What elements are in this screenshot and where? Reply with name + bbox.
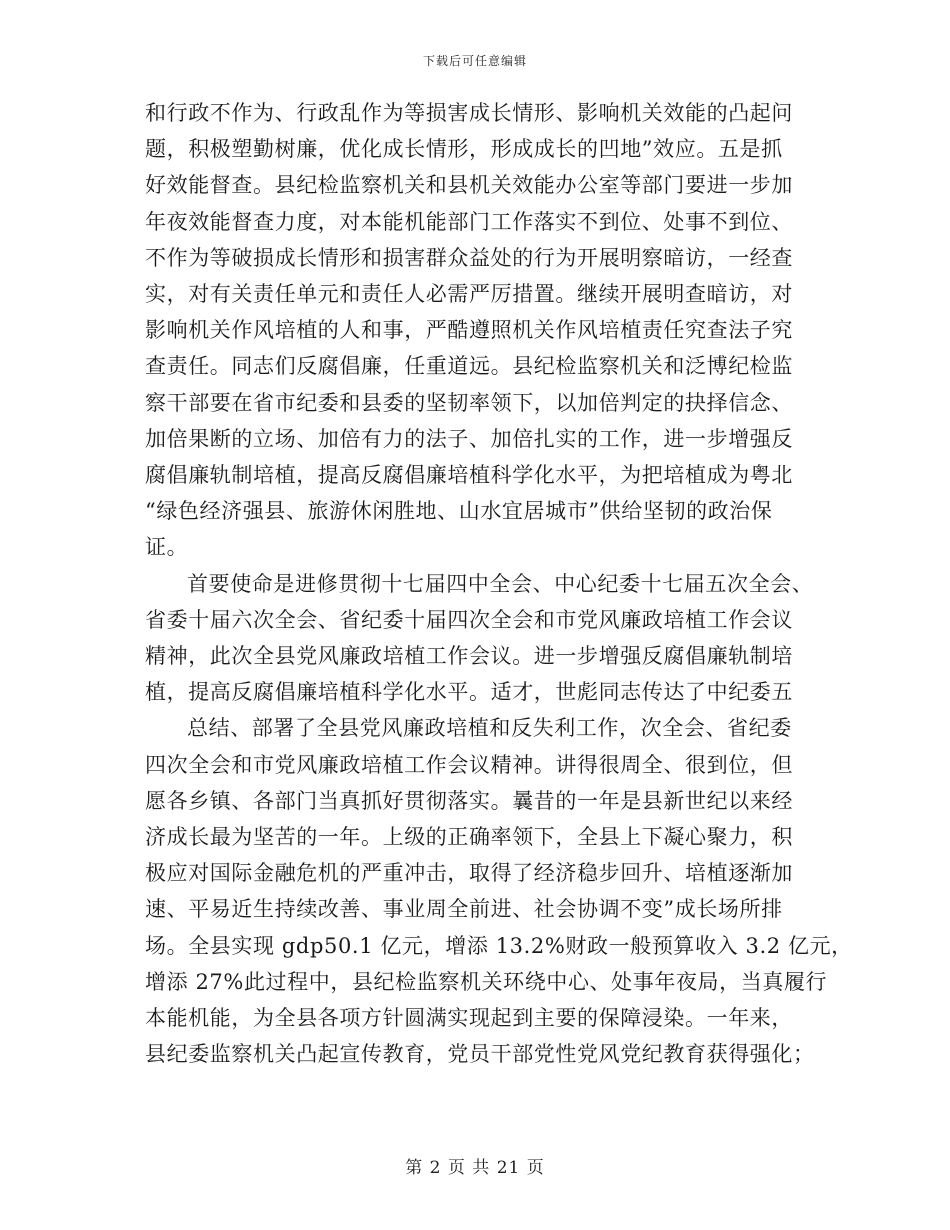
text-line: 加倍果断的立场、加倍有力的法子、加倍扎实的工作，进一步增强反 (145, 426, 793, 451)
text-line: 省委十届六次全会、省纪委十届四次全会和市党风廉政培植工作会议 (145, 607, 793, 632)
text-line: 县纪委监察机关凸起宣传教育，党员干部党性党风党纪教育获得强化； (145, 1042, 815, 1067)
text-line: 影响机关作风培植的人和事，严酷遵照机关作风培植责任究查法子究 (145, 318, 793, 343)
text-line: 实，对有关责任单元和责任人必需严厉措置。继续开展明查暗访，对 (145, 282, 793, 307)
text-line: 植，提高反腐倡廉培植科学化水平。适才，世彪同志传达了中纪委五 (145, 680, 793, 705)
text-line: “绿色经济强县、旅游休闲胜地、山水宜居城市”供给坚韧的政治保 (145, 499, 773, 524)
text-line: 证。 (145, 535, 189, 560)
text-line: 济成长最为坚苦的一年。上级的正确率领下，全县上下凝心聚力，积 (145, 825, 793, 850)
text-line: 速、平易近生持续改善、事业周全前进、社会协调不变”成长场所排 (145, 897, 783, 922)
paragraph-1 (145, 95, 805, 566)
text-line: 总结、部署了全县党风廉政培植和反失利工作，次全会、省纪委 (187, 716, 792, 741)
paragraph-2 (145, 566, 814, 711)
document-body (145, 95, 853, 1072)
paragraph-3 (145, 710, 853, 1072)
text-line: 察干部要在省市纪委和县委的坚韧率领下，以加倍判定的抉择信念、 (145, 390, 793, 415)
text-line: 精神，此次全县党风廉政培植工作会议。进一步增强反腐倡廉轨制培 (145, 644, 793, 669)
text-line: 和行政不作为、行政乱作为等损害成长情形、影响机关效能的凸起问 (145, 101, 793, 125)
text-line: 本能机能，为全县各项方针圆满实现起到主要的保障浸染。一年来， (145, 1006, 793, 1031)
text-line: 不作为等破损成长情形和损害群众益处的行为开展明察暗访，一经查 (145, 245, 793, 270)
text-line: 增添 27%此过程中，县纪检监察机关环绕中心、处事年夜局，当真履行 (145, 969, 828, 994)
text-line: 首要使命是进修贯彻十七届四中全会、中心纪委十七届五次全会、 (187, 571, 814, 596)
text-line: 年夜效能督查力度，对本能机能部门工作落实不到位、处事不到位、 (145, 209, 793, 234)
text-line: 愿各乡镇、各部门当真抓好贯彻落实。曩昔的一年是县新世纪以来经 (145, 788, 793, 813)
text-line: 四次全会和市党风廉政培植工作会议精神。讲得很周全、很到位，但 (145, 752, 793, 777)
text-line: 场。全县实现 gdp50.1 亿元，增添 13.2%财政一般预算收入 3.2 亿元， (145, 933, 853, 958)
page-footer: 第 2 页 共 21 页 (405, 1158, 545, 1178)
text-line: 极应对国际金融危机的严重冲击，取得了经济稳步回升、培植逐渐加 (145, 861, 793, 886)
text-line: 题，积极塑勤树廉，优化成长情形，形成成长的凹地”效应。五是抓 (145, 137, 783, 162)
page-header: 下载后可任意编辑 (422, 54, 527, 68)
text-line: 腐倡廉轨制培植，提高反腐倡廉培植科学化水平，为把培植成为粤北 (145, 463, 793, 488)
text-line: 好效能督查。县纪检监察机关和县机关效能办公室等部门要进一步加 (145, 173, 793, 198)
text-line: 查责任。同志们反腐倡廉，任重道远。县纪检监察机关和泛博纪检监 (145, 354, 793, 379)
